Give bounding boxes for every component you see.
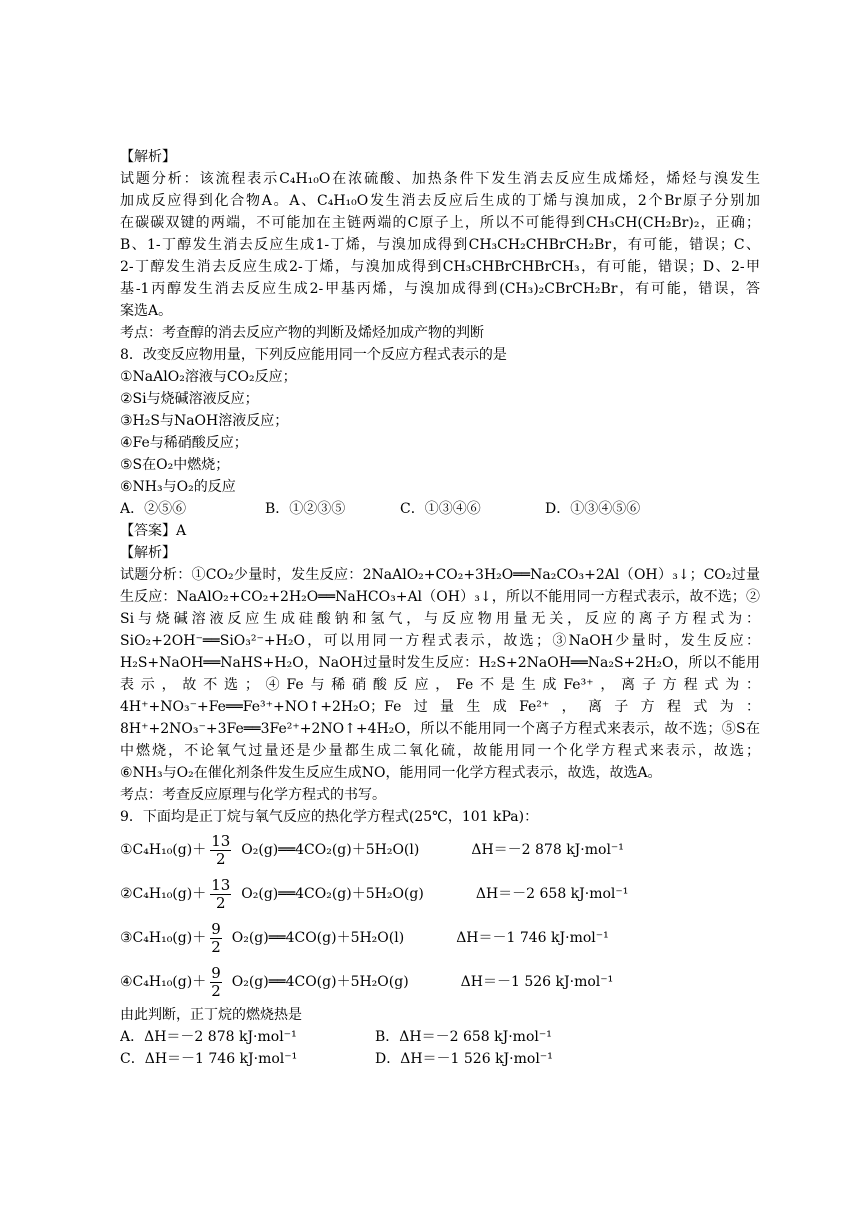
- analysis-line: 生反应：NaAlO₂+CO₂+2H₂O══NaHCO₃+Al（OH）₃↓，所以不能用同一方程式表示，故不选；②: [120, 589, 760, 605]
- analysis-line: 试题分析：①CO₂少量时，发生反应：2NaAlO₂+CO₂+3H₂O══Na₂CO₃+2Al（OH）₃↓；CO₂过量: [120, 567, 760, 583]
- question-item: ①NaAlO₂溶液与CO₂反应；: [120, 369, 297, 385]
- analysis-line: 加成反应得到化合物A。A、C₄H₁₀O发生消去反应后生成的丁烯与溴加成，2个Br原子分别加: [120, 193, 760, 209]
- equation-lhs: ③C₄H₁₀(g)＋: [120, 930, 207, 946]
- fraction-numerator: 13: [211, 875, 231, 894]
- question-item: ⑥NH₃与O₂的反应: [120, 479, 236, 495]
- option-c: C．①③④⑥: [400, 501, 481, 517]
- analysis-line: B、1-丁醇发生消去反应生成1-丁烯，与溴加成得到CH₃CH₂CHBrCH₂Br，有可能，错误；C、: [120, 237, 760, 253]
- analysis-line: 中燃烧，不论氧气过量还是少量都生成二氧化硫，故能用同一个化学方程式来表示，故选；: [120, 743, 760, 759]
- fraction-denominator: 2: [211, 981, 221, 1000]
- option-a: A．ΔH＝－2 878 kJ·mol⁻¹: [120, 1029, 297, 1045]
- analysis-heading: 【解析】: [120, 545, 176, 561]
- analysis-line: 8H⁺+2NO₃⁻+3Fe══3Fe²⁺+2NO↑+4H₂O，所以不能用同一个离子方程式来表示，故不选；⑤S在: [120, 721, 760, 737]
- answer-options: [120, 498, 760, 520]
- enthalpy-change: ΔH＝－2 878 kJ·mol⁻¹: [471, 842, 624, 858]
- option-a: A．②⑤⑥: [120, 501, 187, 517]
- analysis-line: H₂S+NaOH══NaHS+H₂O，NaOH过量时发生反应：H₂S+2NaOH══Na₂S+2H₂O，所以不能用: [120, 655, 760, 671]
- enthalpy-change: ΔH＝－2 658 kJ·mol⁻¹: [475, 886, 629, 902]
- option-b: B．ΔH＝－2 658 kJ·mol⁻¹: [375, 1029, 552, 1045]
- analysis-line: 在碳碳双键的两端，不可能加在主链两端的C原子上，所以不可能得到CH₃CH(CH₂Br)₂，正确；: [120, 215, 760, 231]
- option-d: D．①③④⑤⑥: [545, 501, 641, 517]
- fraction-denominator: 2: [211, 937, 221, 956]
- analysis-heading: 【解析】: [120, 149, 176, 165]
- answer-label: 【答案】A: [120, 523, 187, 539]
- analysis-line: ⑥NH₃与O₂在催化剂条件发生反应生成NO，能用同一化学方程式表示，故选，故选A。: [120, 765, 662, 781]
- option-d: D．ΔH＝－1 526 kJ·mol⁻¹: [375, 1051, 553, 1067]
- analysis-line: 2-丁醇发生消去反应生成2-丁烯，与溴加成得到CH₃CHBrCHBrCH₃，有可能，错误；D、2-甲: [120, 259, 760, 275]
- option-c: C．ΔH＝－1 746 kJ·mol⁻¹: [120, 1051, 298, 1067]
- analysis-line: 基-1丙醇发生消去反应生成2-甲基丙烯，与溴加成得到(CH₃)₂CBrCH₂Br，有可能，错误，答: [120, 281, 760, 297]
- answer-options: [120, 1026, 760, 1048]
- question-stem: 8．改变反应物用量，下列反应能用同一个反应方程式表示的是: [120, 347, 507, 363]
- fraction: [210, 921, 222, 956]
- equation-rhs: O₂(g)══4CO(g)＋5H₂O(g): [231, 974, 409, 990]
- fraction-numerator: 9: [211, 919, 221, 938]
- equation-rhs: O₂(g)══4CO₂(g)＋5H₂O(l): [241, 842, 420, 858]
- option-b: B．①②③⑤: [265, 501, 346, 517]
- enthalpy-change: ΔH＝－1 526 kJ·mol⁻¹: [460, 974, 614, 990]
- equation-rhs: O₂(g)══4CO₂(g)＋5H₂O(g): [241, 886, 424, 902]
- key-point: 考点：考查醇的消去反应产物的判断及烯烃加成产物的判断: [120, 325, 484, 341]
- thermochemical-equation-3: [120, 916, 760, 960]
- analysis-line: Si与烧碱溶液反应生成硅酸钠和氢气，与反应物用量无关，反应的离子方程式为：: [120, 611, 760, 627]
- fraction: [210, 833, 231, 868]
- analysis-line: SiO₂+2OH⁻══SiO₃²⁻+H₂O，可以用同一方程式表示，故选；③NaOH少量时，发生反应：: [120, 633, 760, 649]
- thermochemical-equation-2: [120, 872, 760, 916]
- analysis-line: 表示，故不选；④Fe与稀硝酸反应，Fe不是生成Fe³⁺，离子方程式为：: [120, 677, 760, 693]
- equation-lhs: ②C₄H₁₀(g)＋: [120, 886, 207, 902]
- equation-lhs: ④C₄H₁₀(g)＋: [120, 974, 207, 990]
- thermochemical-equation-1: [120, 828, 760, 872]
- analysis-line: 4H⁺+NO₃⁻+Fe══Fe³⁺+NO↑+2H₂O；Fe过量生成Fe²⁺，离子方程式为：: [120, 699, 760, 715]
- answer-options: [120, 1048, 760, 1070]
- fraction-numerator: 9: [211, 963, 221, 982]
- conclusion-text: 由此判断，正丁烷的燃烧热是: [120, 1007, 302, 1023]
- fraction-denominator: 2: [215, 893, 226, 912]
- equation-lhs: ①C₄H₁₀(g)＋: [120, 842, 207, 858]
- enthalpy-change: ΔH＝－1 746 kJ·mol⁻¹: [456, 930, 609, 946]
- fraction: [210, 965, 222, 1000]
- fraction-numerator: 13: [211, 831, 231, 850]
- analysis-line: 试题分析：该流程表示C₄H₁₀O在浓硫酸、加热条件下发生消去反应生成烯烃，烯烃与溴发生: [120, 171, 760, 187]
- fraction: [210, 877, 231, 912]
- thermochemical-equation-4: [120, 960, 760, 1004]
- equation-rhs: O₂(g)══4CO(g)＋5H₂O(l): [231, 930, 405, 946]
- question-item: ④Fe与稀硝酸反应；: [120, 435, 248, 451]
- question-item: ②Si与烧碱溶液反应；: [120, 391, 259, 407]
- analysis-line: 案选A。: [120, 303, 173, 319]
- key-point: 考点：考查反应原理与化学方程式的书写。: [120, 787, 386, 803]
- question-item: ⑤S在O₂中燃烧；: [120, 457, 230, 473]
- question-item: ③H₂S与NaOH溶液反应；: [120, 413, 289, 429]
- question-stem: 9．下面均是正丁烷与氧气反应的热化学方程式(25℃，101 kPa)：: [120, 809, 539, 825]
- fraction-denominator: 2: [215, 849, 226, 868]
